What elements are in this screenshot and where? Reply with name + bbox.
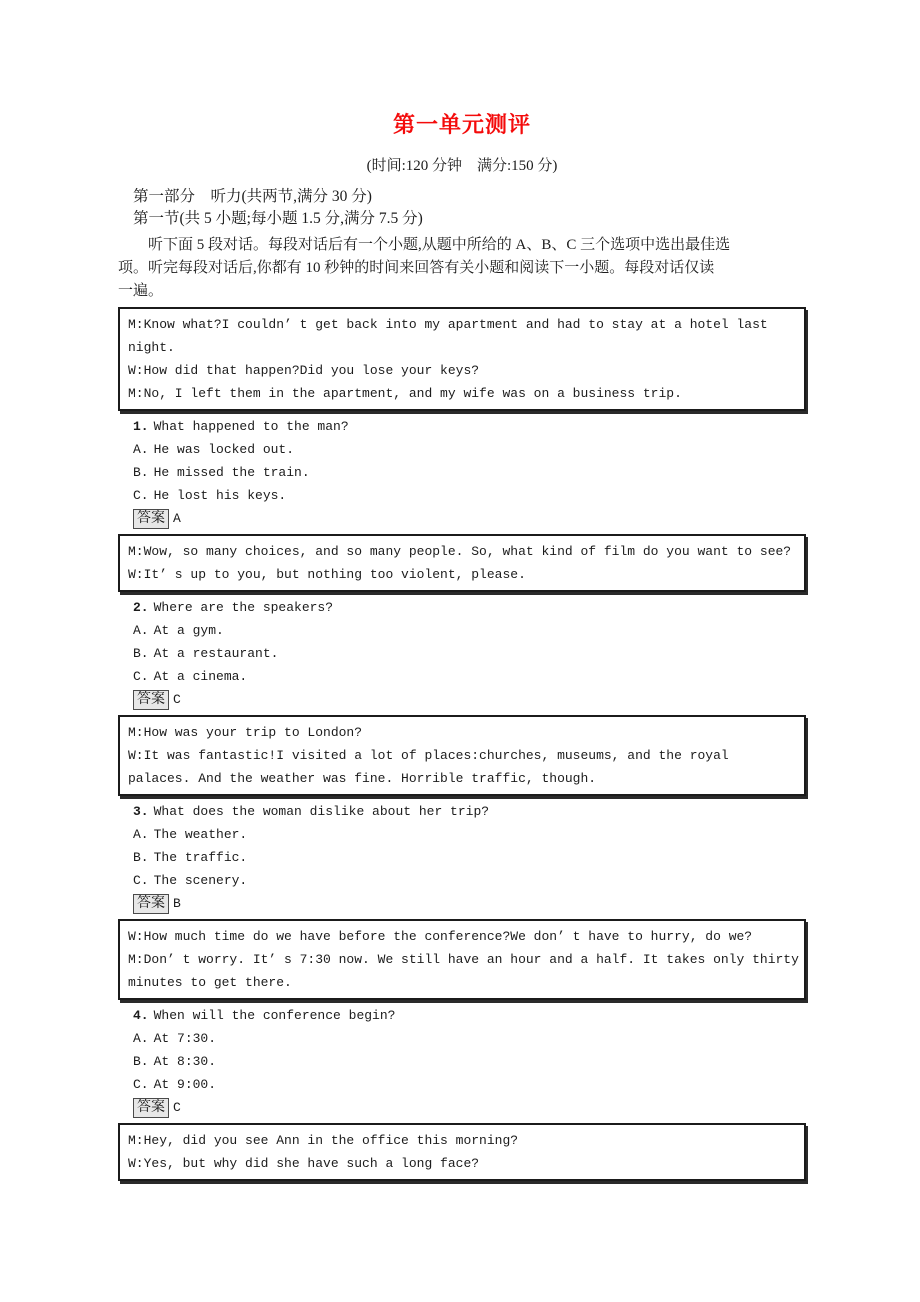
dialogue-box-4 — [118, 919, 806, 1000]
option-label: C. — [133, 669, 149, 685]
dialogue-line: night. — [128, 340, 175, 355]
answer-row — [133, 688, 806, 711]
question-text: When will the conference begin? — [153, 1008, 396, 1024]
answer-badge: 答案 — [133, 1098, 169, 1118]
option-text: At 9:00. — [153, 1077, 217, 1093]
option-label: C. — [133, 873, 149, 889]
question-number: 1. — [133, 419, 149, 434]
answer-badge: 答案 — [133, 509, 169, 529]
option-label: A. — [133, 827, 149, 843]
option-label: A. — [133, 623, 149, 639]
answer-badge: 答案 — [133, 894, 169, 914]
question-text: Where are the speakers? — [153, 600, 334, 616]
dialogue-line: W:How much time do we have before the conference?We don’ t have to hurry, do we? — [128, 929, 753, 945]
dialogue-box-1 — [118, 307, 806, 411]
option-b — [133, 846, 806, 869]
question-2 — [118, 596, 806, 711]
part-one-heading: 第一部分 听力(共两节,满分 30 分) — [133, 188, 372, 205]
question-number: 2. — [133, 600, 149, 616]
answer-row — [133, 507, 806, 530]
answer-letter: B — [173, 896, 181, 912]
option-text: He lost his keys. — [153, 488, 287, 503]
question-1 — [118, 415, 806, 530]
answer-row — [133, 892, 806, 915]
option-text: The scenery. — [153, 873, 248, 889]
question-number: 3. — [133, 804, 149, 820]
dialogue-line: M:No, I left them in the apartment, and my wife was on a business trip. — [128, 386, 682, 401]
option-label: B. — [133, 646, 149, 662]
dialogue-line: W:Yes, but why did she have such a long face? — [128, 1156, 480, 1172]
answer-letter: C — [173, 1100, 181, 1116]
answer-badge: 答案 — [133, 690, 169, 710]
option-label: C. — [133, 488, 149, 503]
option-a — [133, 1027, 806, 1050]
option-text: At 8:30. — [153, 1054, 217, 1070]
question-text-row — [133, 415, 806, 438]
option-a — [133, 438, 806, 461]
option-label: A. — [133, 1031, 149, 1047]
option-text: At a gym. — [153, 623, 224, 639]
option-c — [133, 1073, 806, 1096]
question-text: What happened to the man? — [153, 419, 349, 434]
option-c — [133, 665, 806, 688]
option-c — [133, 869, 806, 892]
dialogue-box-5 — [118, 1123, 806, 1181]
question-text-row — [133, 1004, 806, 1027]
dialogue-line: palaces. And the weather was fine. Horrible traffic, though. — [128, 771, 597, 787]
option-label: C. — [133, 1077, 149, 1093]
answer-row — [133, 1096, 806, 1119]
question-text-row — [133, 596, 806, 619]
answer-letter: A — [173, 511, 181, 527]
dialogue-line: M:How was your trip to London? — [128, 725, 363, 741]
option-label: A. — [133, 442, 149, 457]
instructions-line: 听下面 5 段对话。每段对话后有一个小题,从题中所给的 A、B、C 三个选项中选出最佳选 — [148, 237, 731, 253]
question-4 — [118, 1004, 806, 1119]
option-text: At a cinema. — [153, 669, 248, 685]
option-text: The traffic. — [153, 850, 248, 866]
option-text: He missed the train. — [153, 465, 310, 480]
option-text: At a restaurant. — [153, 646, 279, 662]
dialogue-line: M:Don’ t worry. It’ s 7:30 now. We still have an hour and a half. It takes only thirty — [128, 952, 799, 968]
option-text: He was locked out. — [153, 442, 295, 457]
question-number: 4. — [133, 1008, 149, 1024]
option-label: B. — [133, 850, 149, 866]
answer-letter: C — [173, 692, 181, 708]
option-text: The weather. — [153, 827, 248, 843]
dialogue-line: M:Wow, so many choices, and so many people. So, what kind of film do you want to see? — [128, 544, 792, 560]
exam-meta-line: (时间:120 分钟 满分:150 分) — [366, 158, 558, 174]
option-a — [133, 619, 806, 642]
dialogue-line: W:It’ s up to you, but nothing too violent, please. — [128, 567, 526, 583]
option-a — [133, 823, 806, 846]
option-b — [133, 461, 806, 484]
option-b — [133, 642, 806, 665]
page-title: 第一单元测评 — [392, 112, 531, 137]
dialogue-line: W:How did that happen?Did you lose your keys? — [128, 363, 480, 378]
option-b — [133, 1050, 806, 1073]
dialogue-line: minutes to get there. — [128, 975, 292, 991]
dialogue-line: M:Know what?I couldn’ t get back into my apartment and had to stay at a hotel last — [128, 317, 768, 332]
dialogue-line: M:Hey, did you see Ann in the office this morning? — [128, 1133, 519, 1149]
dialogue-line: W:It was fantastic!I visited a lot of places:churches, museums, and the royal — [128, 748, 729, 764]
dialogue-box-2 — [118, 534, 806, 592]
option-label: B. — [133, 465, 149, 480]
instructions-line: 一遍。 — [118, 283, 164, 299]
section-one-heading: 第一节(共 5 小题;每小题 1.5 分,满分 7.5 分) — [133, 210, 423, 227]
question-3 — [118, 800, 806, 915]
option-label: B. — [133, 1054, 149, 1070]
option-text: At 7:30. — [153, 1031, 217, 1047]
dialogue-box-3 — [118, 715, 806, 796]
instructions-line: 项。听完每段对话后,你都有 10 秒钟的时间来回答有关小题和阅读下一小题。每段对话仅读 — [118, 260, 715, 276]
exam-content — [118, 0, 806, 1181]
question-text-row — [133, 800, 806, 823]
question-text: What does the woman dislike about her trip? — [153, 804, 490, 820]
option-c — [133, 484, 806, 507]
listening-instructions — [118, 234, 806, 303]
